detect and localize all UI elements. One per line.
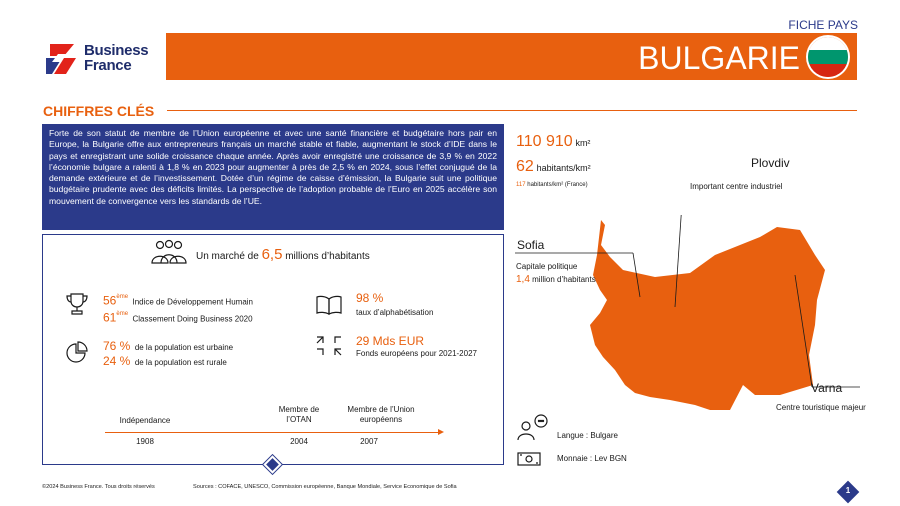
literacy-label: taux d’alphabétisation [356,308,434,317]
rural-line [103,354,227,370]
banknote-icon [517,452,541,466]
ranking-2-sup: ème [116,311,129,317]
rural-value: 24 % [103,354,131,368]
density-stat [516,158,591,176]
ranking-1-sup: ème [116,294,129,300]
area-unit: km² [575,138,591,148]
timeline-year-2: 2004 [290,437,308,446]
bulgaria-flag-icon [808,37,848,77]
funds-label: Fonds européens pour 2021-2027 [356,349,477,358]
city-sofia-desc: Capitale politique [516,262,578,271]
timeline-year-1: 1908 [136,437,154,446]
section-title: CHIFFRES CLÉS [43,103,155,119]
logo-line-1: Business [84,42,149,59]
ranking-2 [103,307,253,326]
fiche-pays-label: FICHE PAYS [788,18,858,32]
density-unit: habitants/km² [536,163,591,173]
trophy-icon [64,291,90,317]
timeline-label-2: Membre de l’OTAN [278,405,320,424]
flag-stripe-green [808,50,848,63]
city-plovdiv-desc: Important centre industriel [690,182,783,191]
people-icon [150,239,188,265]
language-speaker-icon [517,413,549,441]
page-number: 1 [845,486,851,495]
population-suffix: millions d’habitants [282,251,370,262]
france-density [516,182,588,188]
country-title: BULGARIE [638,40,800,76]
pie-chart-icon [65,340,89,364]
currency-text: Monnaie : Lev BGN [557,454,627,463]
city-varna-desc: Centre touristique majeur [776,403,866,412]
timeline-year-3: 2007 [360,437,378,446]
population-prefix: Un marché de [196,251,262,262]
city-sofia-pop-value: 1,4 [516,274,530,285]
city-sofia-pop [516,274,596,285]
france-density-label: habitants/km² (France) [527,182,588,188]
business-france-logo-icon [44,42,78,76]
funds-value: 29 Mds EUR [356,334,425,348]
bulgaria-shape [590,220,825,410]
ranking-2-label: Classement Doing Business 2020 [132,314,253,324]
bulgaria-map [515,215,885,430]
city-sofia-pop-label: million d’habitants [529,275,596,284]
urban-label: de la population est urbaine [134,343,234,352]
timeline-arrow-icon [438,429,444,435]
city-varna: Varna [811,381,843,395]
area-value: 110 910 [516,133,573,150]
city-sofia: Sofia [517,238,545,252]
density-value: 62 [516,158,534,175]
population-value: 6,5 [261,246,283,263]
area-stat [516,133,590,151]
ranking-1-rank: 56 [103,293,117,308]
compress-arrows-icon [316,335,342,357]
urban-value: 76 % [103,339,131,353]
literacy-value: 98 % [356,291,384,305]
ranking-2-rank: 61 [103,310,117,325]
footer-sources: Sources : COFACE, UNESCO, Commission européenne, Banque Mondiale, Service Economique de Sofia [193,484,457,490]
language-text: Langue : Bulgare [557,431,618,440]
book-icon [316,295,342,315]
timeline-line [105,432,440,433]
intro-paragraph: Forte de son statut de membre de l’Union européenne et avec une santé financière et budgétaire hors pair en Europe, la Bulgarie offre aux entrepreneurs français un marché stable et fiable, augmentant le stock d’IDE dans le pays et enregistrant une solide croissance chaque année. Après avoir enregistré une croissance de 3,9 % en 2022 l’économie bulgare a ralenti à 1,8 % en 2023 pour augmenter à près de 2,5 % en 2024, sous l’effet conjugué de la demande extérieure et de l’investissement. Dotée d’un régime de caisse d’émission, la Bulgarie suit une politique budgétaire prudente avec des déficits limités. La perspective de l’adoption probable de l’Euro en 2025 accélère son mouvement de convergence vers les standards de l’UE. [42,124,504,230]
france-density-value: 117 [516,182,526,188]
population-line [196,246,370,263]
logo-text [84,43,148,73]
urban-line [103,339,233,355]
logo-line-2: France [84,57,132,74]
timeline-label-3: Membre de l’Union européenns [347,405,415,424]
rural-label: de la population est rurale [134,358,227,367]
timeline-label-1: Indépendance [119,416,171,425]
section-divider [167,110,857,111]
ranking-1-label: Indice de Développement Humain [132,297,253,307]
city-plovdiv: Plovdiv [751,156,790,170]
footer-copyright: ©2024 Business France. Tous droits réservés [42,484,155,490]
